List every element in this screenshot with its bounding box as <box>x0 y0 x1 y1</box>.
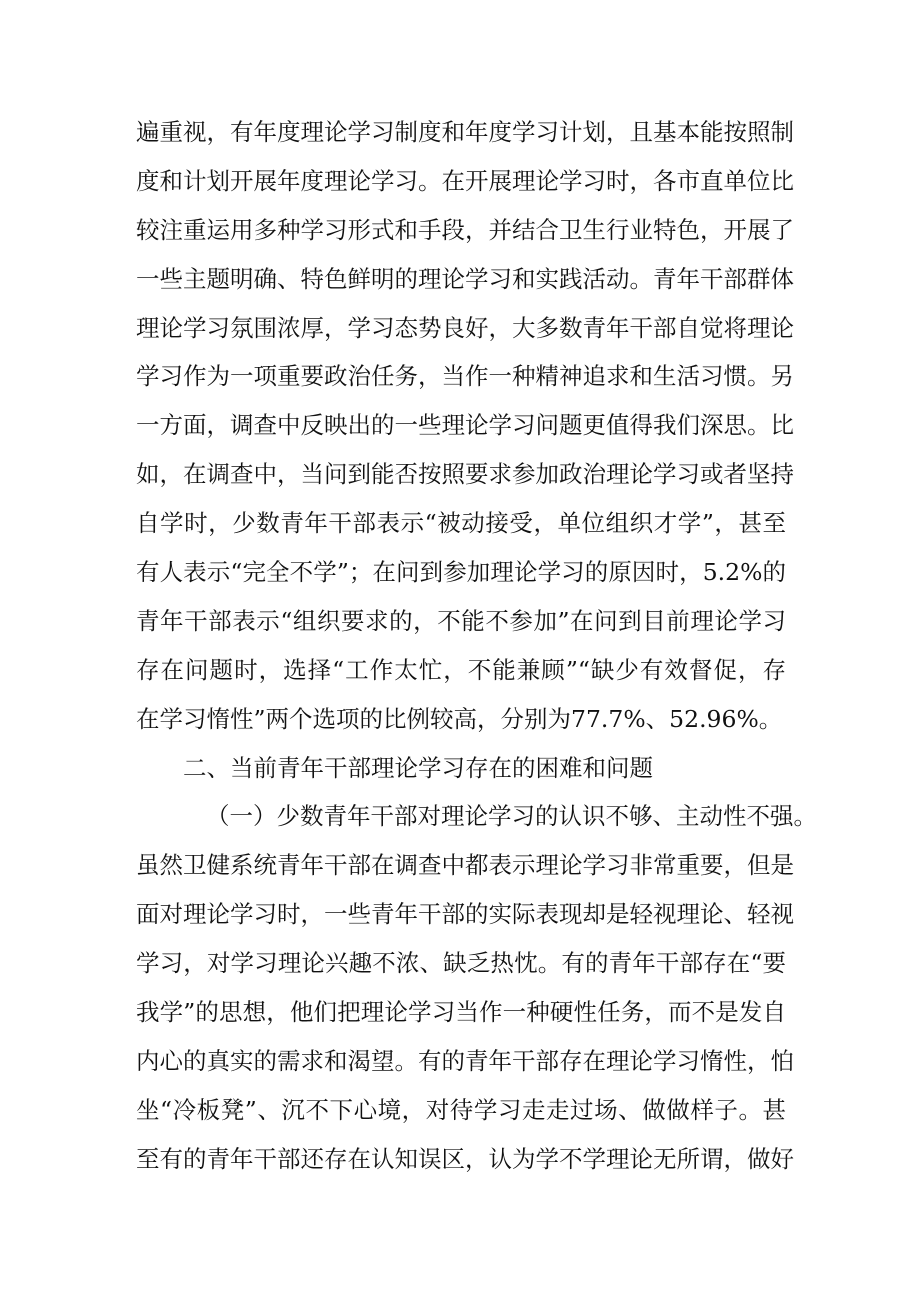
text-line: 度和计划开展年度理论学习。在开展理论学习时，各市直单位比 <box>136 166 794 195</box>
text-line: 如，在调查中，当问到能否按照要求参加政治理论学习或者坚持 <box>136 460 794 489</box>
text-line: 学习，对学习理论兴趣不浓、缺乏热忱。有的青年干部存在“要 <box>136 949 786 978</box>
text-line: 学习作为一项重要政治任务，当作一种精神追求和生活习惯。另 <box>136 362 794 391</box>
text-line: 较注重运用多种学习形式和手段，并结合卫生行业特色，开展了 <box>136 215 794 244</box>
text-line: 在学习惰性”两个选项的比例较高，分别为77.7%、52.96%。 <box>136 704 783 733</box>
text-line: 自学时，少数青年干部表示“被动接受，单位组织才学”，甚至 <box>136 509 786 538</box>
text-line: 存在问题时，选择“工作太忙，不能兼顾”“缺少有效督促，存 <box>136 655 786 684</box>
text-line: 遍重视，有年度理论学习制度和年度学习计划，且基本能按照制 <box>136 118 794 146</box>
text-line: 坐“冷板凳”、沉不下心境，对待学习走走过场、做做样子。甚 <box>136 1095 786 1124</box>
text-line: 一方面，调查中反映出的一些理论学习问题更值得我们深思。比 <box>136 411 794 440</box>
text-line: 内心的真实的需求和渴望。有的青年干部存在理论学习惰性，怕 <box>136 1046 794 1075</box>
text-line: 一些主题明确、特色鲜明的理论学习和实践活动。青年干部群体 <box>136 264 794 293</box>
text-line: 面对理论学习时，一些青年干部的实际表现却是轻视理论、轻视 <box>136 900 794 929</box>
text-line: 至有的青年干部还存在认知误区，认为学不学理论无所谓，做好 <box>136 1144 794 1173</box>
subsection-heading: （一）少数青年干部对理论学习的认识不够、主动性不强。 <box>206 802 817 831</box>
text-line: 虽然卫健系统青年干部在调查中都表示理论学习非常重要，但是 <box>136 851 794 880</box>
text-line: 理论学习氛围浓厚，学习态势良好，大多数青年干部自觉将理论 <box>136 313 794 342</box>
text-line: 有人表示“完全不学”；在问到参加理论学习的原因时，5.2%的 <box>136 558 786 587</box>
text-line: 我学”的思想，他们把理论学习当作一种硬性任务，而不是发自 <box>136 998 786 1027</box>
text-line: 青年干部表示“组织要求的，不能不参加”在问到目前理论学习 <box>136 606 786 635</box>
document-body <box>136 108 817 1184</box>
section-heading: 二、当前青年干部理论学习存在的困难和问题 <box>183 753 653 782</box>
